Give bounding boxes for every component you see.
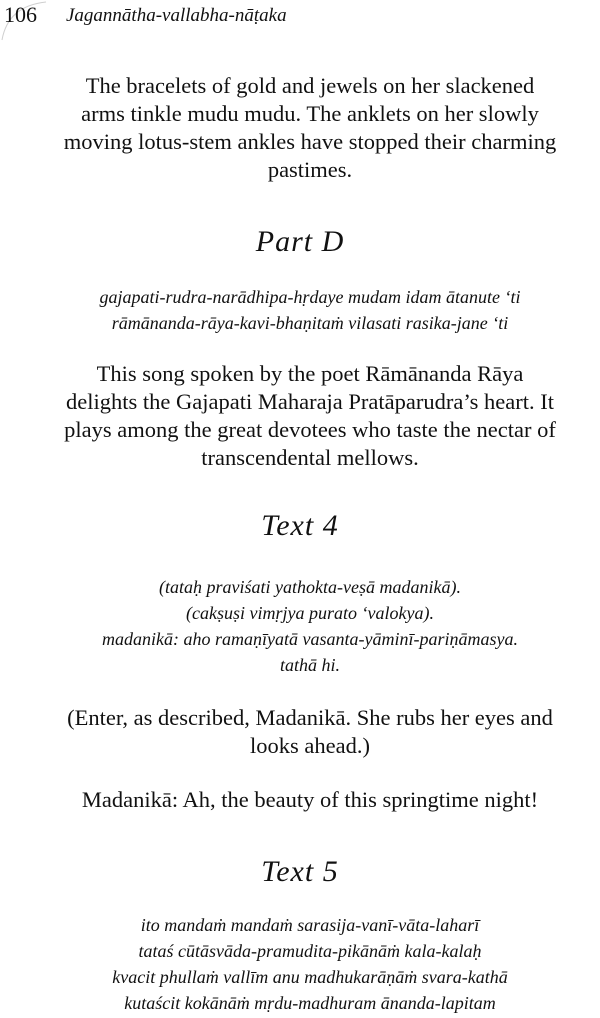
verse-line: kutaścit kokānāṁ mṛdu-madhuram ānanda-lapitam (124, 993, 496, 1013)
part-d-verse (30, 284, 590, 336)
text-4-verse (30, 574, 590, 678)
verse-line: ito mandaṁ mandaṁ sarasija-vanī-vāta-laharī (140, 915, 480, 935)
text-5-verse (30, 912, 590, 1016)
part-d-translation (30, 360, 590, 472)
text-line: pastimes. (267, 157, 353, 182)
text-line: arms tinkle mudu mudu. The anklets on her slowly (81, 101, 539, 126)
page-header (0, 0, 600, 34)
verse-line: tathā hi. (279, 655, 340, 675)
verse-line: tataś cūtāsvāda-pramudita-pikānāṁ kala-kalaḥ (138, 941, 482, 961)
translation-paragraph-1 (30, 72, 590, 184)
page-number: 106 (4, 2, 37, 27)
verse-line: (cakṣuṣi vimṛjya purato ‘valokya). (186, 603, 434, 623)
text-4-dialogue (30, 786, 590, 814)
section-heading-part-d: Part D (255, 225, 345, 258)
section-heading-text-4: Text 4 (261, 509, 339, 542)
verse-line: (tataḥ praviśati yathokta-veṣā madanikā). (159, 577, 461, 597)
text-4-translation (30, 704, 590, 760)
text-line: (Enter, as described, Madanikā. She rubs her eyes and (67, 705, 553, 730)
verse-line: kvacit phullaṁ vallīm anu madhukarāṇāṁ svara-kathā (112, 967, 508, 987)
verse-line: madanikā: aho ramaṇīyatā vasanta-yāminī-pariṇāmasya. (102, 629, 518, 649)
text-line: plays among the great devotees who taste the nectar of (64, 417, 556, 442)
text-line: transcendental mellows. (201, 445, 419, 470)
text-line: The bracelets of gold and jewels on her slackened (85, 73, 535, 98)
text-line: moving lotus-stem ankles have stopped their charming (63, 129, 557, 154)
running-title: Jagannātha-vallabha-nāṭaka (66, 5, 287, 26)
verse-line: rāmānanda-rāya-kavi-bhaṇitaṁ vilasati rasika-jane ‘ti (111, 313, 509, 333)
text-line: looks ahead.) (250, 733, 370, 758)
verse-line: gajapati-rudra-narādhipa-hṛdaye mudam idam ātanute ‘ti (99, 287, 521, 307)
text-line: This song spoken by the poet Rāmānanda Rāya (96, 361, 524, 386)
section-heading-text-5: Text 5 (261, 855, 339, 888)
text-line: Madanikā: Ah, the beauty of this springtime night! (81, 787, 539, 812)
text-line: delights the Gajapati Maharaja Pratāparudra’s heart. It (66, 389, 554, 414)
